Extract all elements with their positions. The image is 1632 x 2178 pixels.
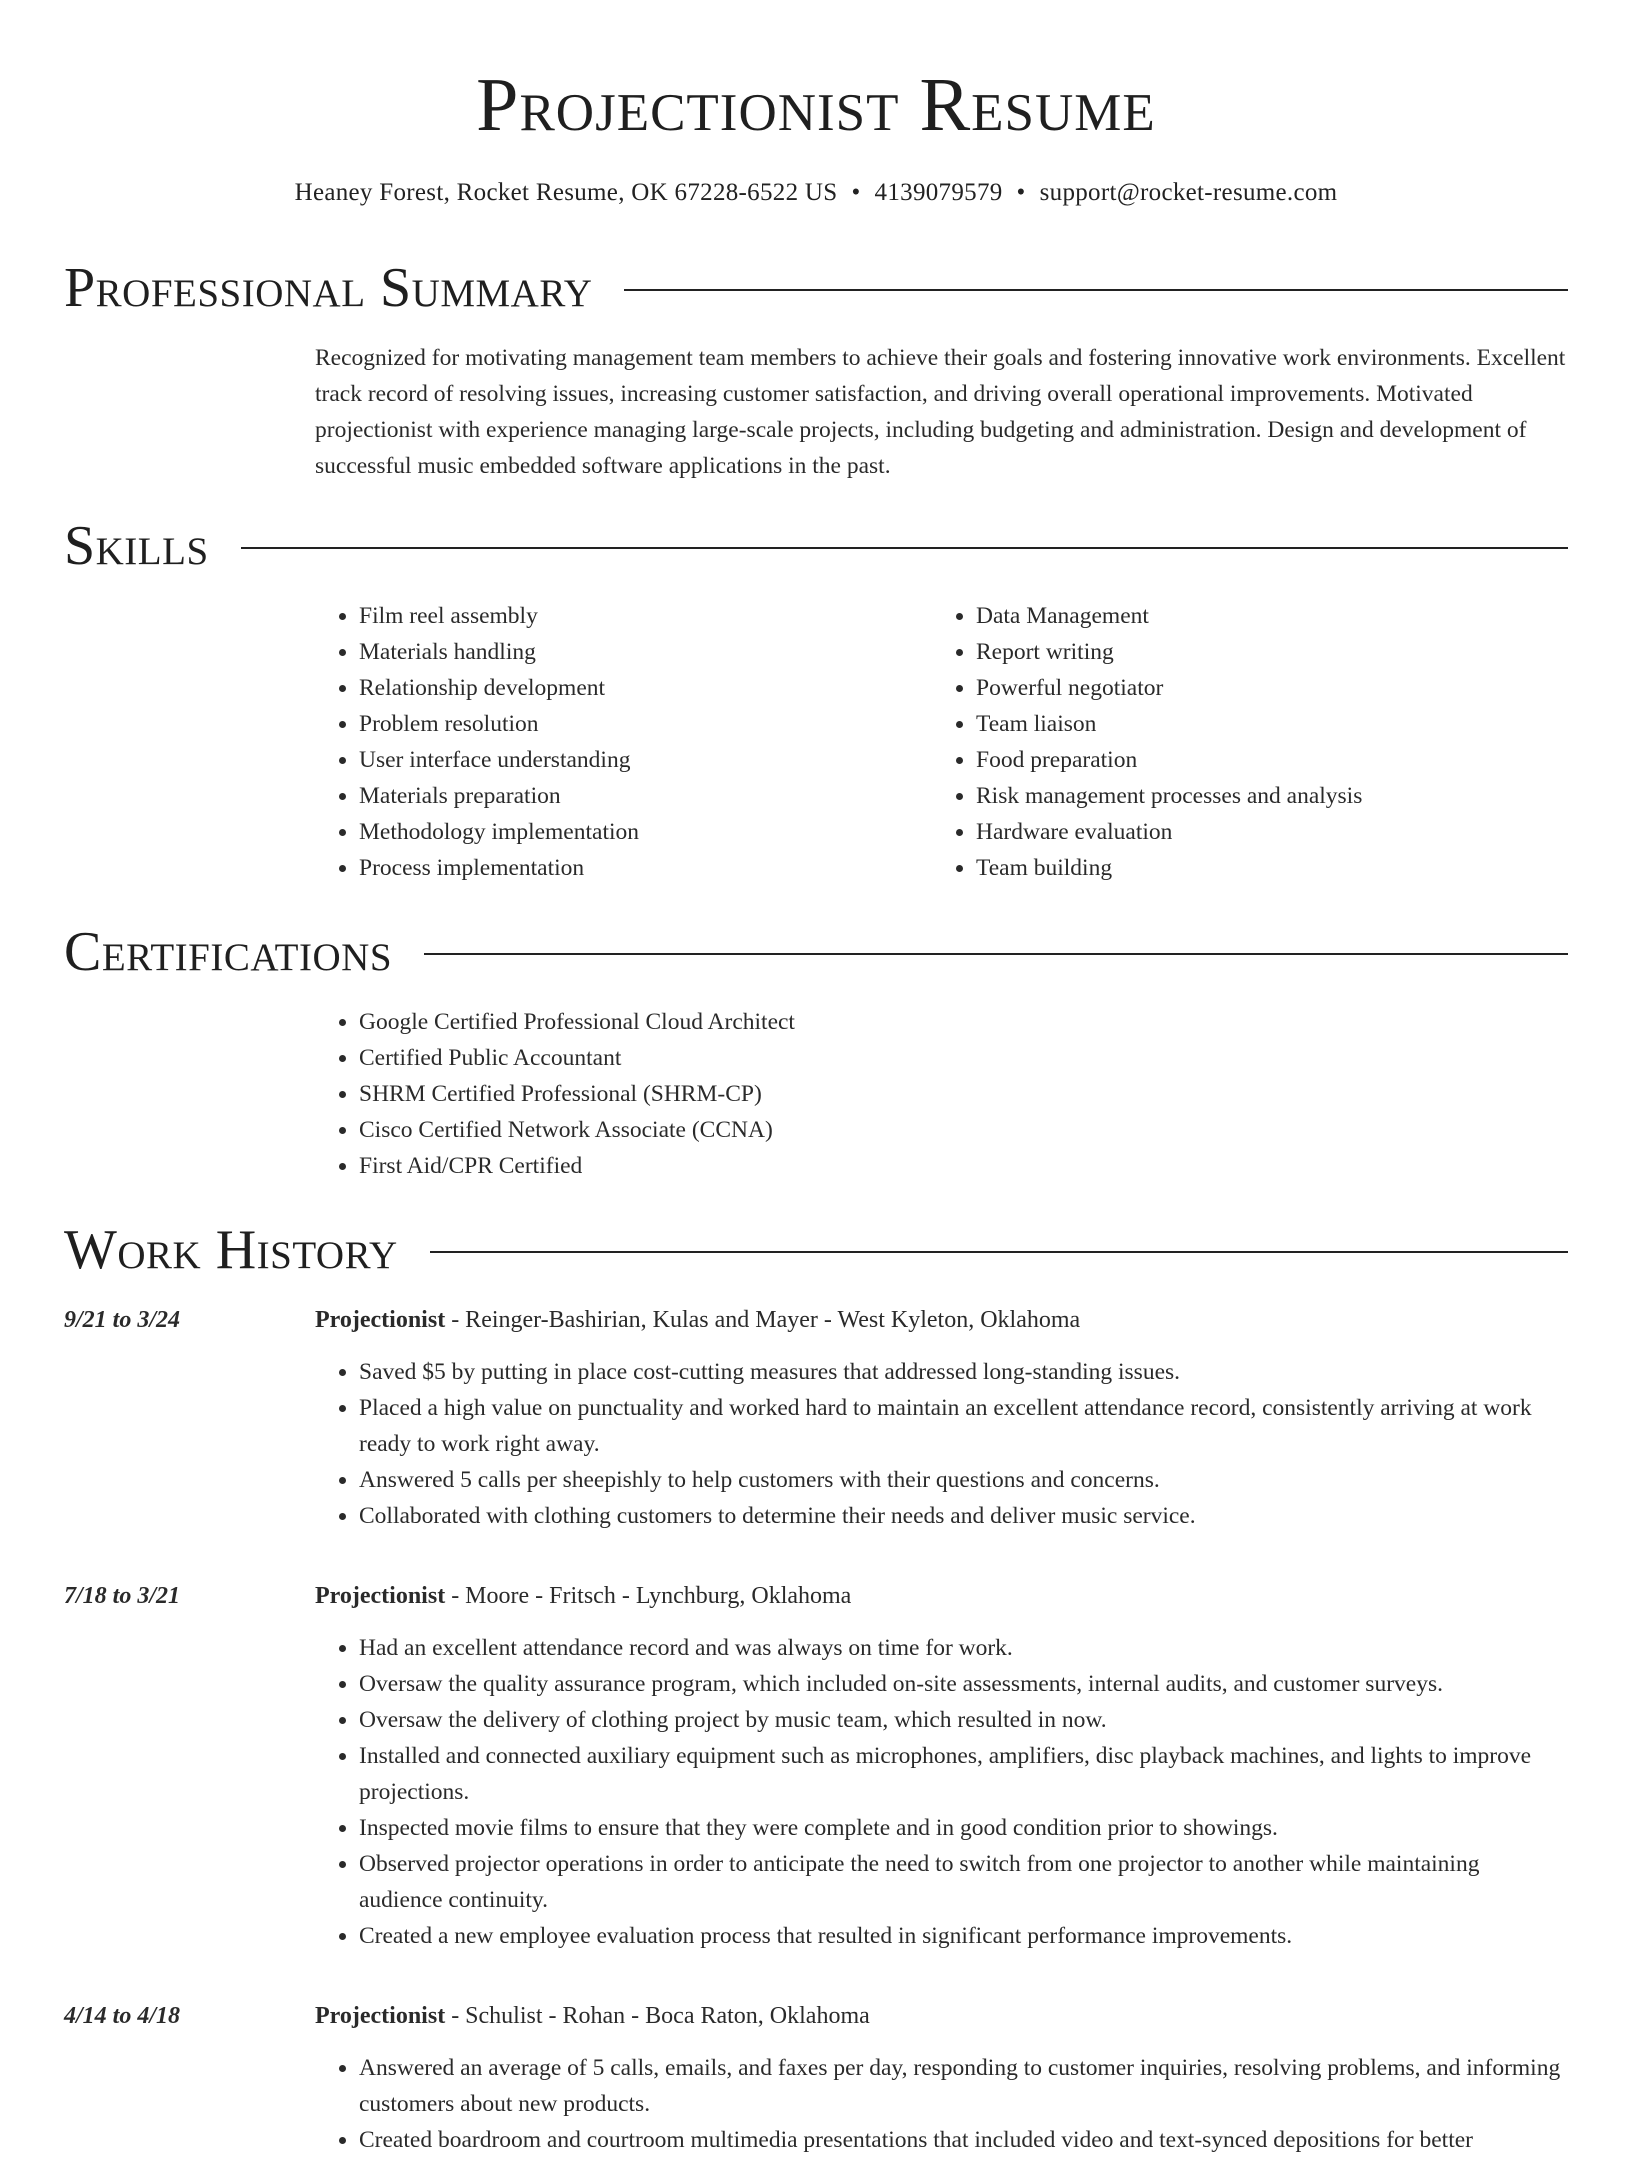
page-title: Projectionist Resume — [476, 63, 1156, 147]
job-entry — [64, 1302, 1568, 1554]
job-bullet: • Placed a high value on punctuality and worked hard to maintain an excellent attendance record, consistently arriving at work ready to work right away. — [359, 1390, 1568, 1462]
section-heading-work-history: Work History — [64, 1219, 398, 1281]
job-bullet: • Collaborated with clothing customers to determine their needs and deliver music service. — [359, 1498, 1568, 1534]
section-rule — [241, 547, 1568, 549]
job-entry — [64, 1998, 1568, 2178]
job-bullets — [315, 1630, 1568, 1954]
skill-item: • Film reel assembly — [359, 598, 932, 634]
work-history-list — [64, 1302, 1568, 2178]
skill-item: • Hardware evaluation — [976, 814, 1549, 850]
certification-item: • Certified Public Accountant — [359, 1040, 1568, 1076]
skill-item: • Methodology implementation — [359, 814, 932, 850]
section-rule — [430, 1251, 1568, 1253]
certification-item: • First Aid/CPR Certified — [359, 1148, 1568, 1184]
job-heading — [315, 1998, 1568, 2034]
section-heading-skills: Skills — [64, 515, 209, 577]
skill-item: • Team liaison — [976, 706, 1549, 742]
job-company-location: - Schulist - Rohan - Boca Raton, Oklahoma — [445, 2003, 870, 2029]
job-bullet: • Oversaw the quality assurance program, which included on-site assessments, internal audits, and customer surveys. — [359, 1666, 1568, 1702]
skill-item: • Powerful negotiator — [976, 670, 1549, 706]
job-body — [315, 1302, 1568, 1554]
summary-section-header — [64, 256, 1568, 320]
certifications-section-header — [64, 920, 1568, 984]
job-bullet: • Answered an average of 5 calls, emails, and faxes per day, responding to customer inquiries, resolving problems, and informing customers about new products. — [359, 2050, 1568, 2122]
skill-item: • User interface understanding — [359, 742, 932, 778]
work-history-section-header — [64, 1218, 1568, 1282]
skills-column-left — [315, 598, 932, 886]
job-bullet: • Inspected movie films to ensure that they were complete and in good condition prior to showings. — [359, 1810, 1568, 1846]
section-heading-summary: Professional Summary — [64, 257, 593, 319]
job-bullets — [315, 1354, 1568, 1534]
job-title: Projectionist — [315, 2003, 446, 2029]
contact-line — [64, 178, 1568, 208]
job-bullet: • Had an excellent attendance record and was always on time for work. — [359, 1630, 1568, 1666]
job-bullet: • Oversaw the delivery of clothing project by music team, which resulted in now. — [359, 1702, 1568, 1738]
skill-item: • Process implementation — [359, 850, 932, 886]
job-body — [315, 1998, 1568, 2178]
certification-item: • Google Certified Professional Cloud Architect — [359, 1004, 1568, 1040]
job-dates: 4/14 to 4/18 — [64, 2003, 181, 2029]
phone: 4139079579 — [874, 179, 1003, 206]
skill-item: • Problem resolution — [359, 706, 932, 742]
skill-item: • Materials handling — [359, 634, 932, 670]
certifications-list — [315, 1004, 1568, 1184]
skill-item: • Report writing — [976, 634, 1549, 670]
section-rule — [424, 953, 1568, 955]
job-body — [315, 1578, 1568, 1974]
job-heading — [315, 1578, 1568, 1614]
skills-section-header — [64, 514, 1568, 578]
job-bullet: • Saved $5 by putting in place cost-cutting measures that addressed long-standing issues. — [359, 1354, 1568, 1390]
email: support@rocket-resume.com — [1039, 179, 1338, 206]
skill-item: • Food preparation — [976, 742, 1549, 778]
job-dates: 7/18 to 3/21 — [64, 1583, 181, 1609]
resume-page — [64, 0, 1568, 2178]
job-bullet: • Installed and connected auxiliary equipment such as microphones, amplifiers, disc playback machines, and lights to improve projections. — [359, 1738, 1568, 1810]
job-bullet: • Answered 5 calls per sheepishly to help customers with their questions and concerns. — [359, 1462, 1568, 1498]
skill-item: • Materials preparation — [359, 778, 932, 814]
address: Heaney Forest, Rocket Resume, OK 67228-6522 US — [294, 179, 838, 206]
job-company-location: - Reinger-Bashirian, Kulas and Mayer - West Kyleton, Oklahoma — [445, 1307, 1081, 1333]
job-title: Projectionist — [315, 1583, 446, 1609]
section-rule — [624, 289, 1568, 291]
skill-item: • Risk management processes and analysis — [976, 778, 1549, 814]
separator: • — [851, 179, 861, 206]
summary-text: Recognized for motivating management team members to achieve their goals and fostering innovative work environments. Excellent track record of resolving issues, increasing customer satisfaction, and driving overall operational improvements. Motivated projectionist with experience managing large-scale projects, including budgeting and administration. Design and development of successful music embedded software applications in the past. — [315, 345, 1566, 479]
job-dates: 9/21 to 3/24 — [64, 1307, 181, 1333]
section-heading-certifications: Certifications — [64, 921, 393, 983]
certification-item: • SHRM Certified Professional (SHRM-CP) — [359, 1076, 1568, 1112]
job-title: Projectionist — [315, 1307, 446, 1333]
skills-list — [315, 598, 1568, 886]
skill-item: • Data Management — [976, 598, 1549, 634]
job-bullet: • Observed projector operations in order to anticipate the need to switch from one projector to another while maintaining audience continuity. — [359, 1846, 1568, 1918]
job-bullet: • Created a new employee evaluation process that resulted in significant performance improvements. — [359, 1918, 1568, 1954]
job-heading — [315, 1302, 1568, 1338]
skills-column-right — [932, 598, 1549, 886]
separator: • — [1016, 179, 1026, 206]
job-bullet: • Created boardroom and courtroom multimedia presentations that included video and text-synced depositions for better — [359, 2122, 1568, 2158]
skill-item: • Team building — [976, 850, 1549, 886]
skill-item: • Relationship development — [359, 670, 932, 706]
job-entry — [64, 1578, 1568, 1974]
job-bullets — [315, 2050, 1568, 2158]
job-company-location: - Moore - Fritsch - Lynchburg, Oklahoma — [445, 1583, 852, 1609]
certification-item: • Cisco Certified Network Associate (CCNA) — [359, 1112, 1568, 1148]
